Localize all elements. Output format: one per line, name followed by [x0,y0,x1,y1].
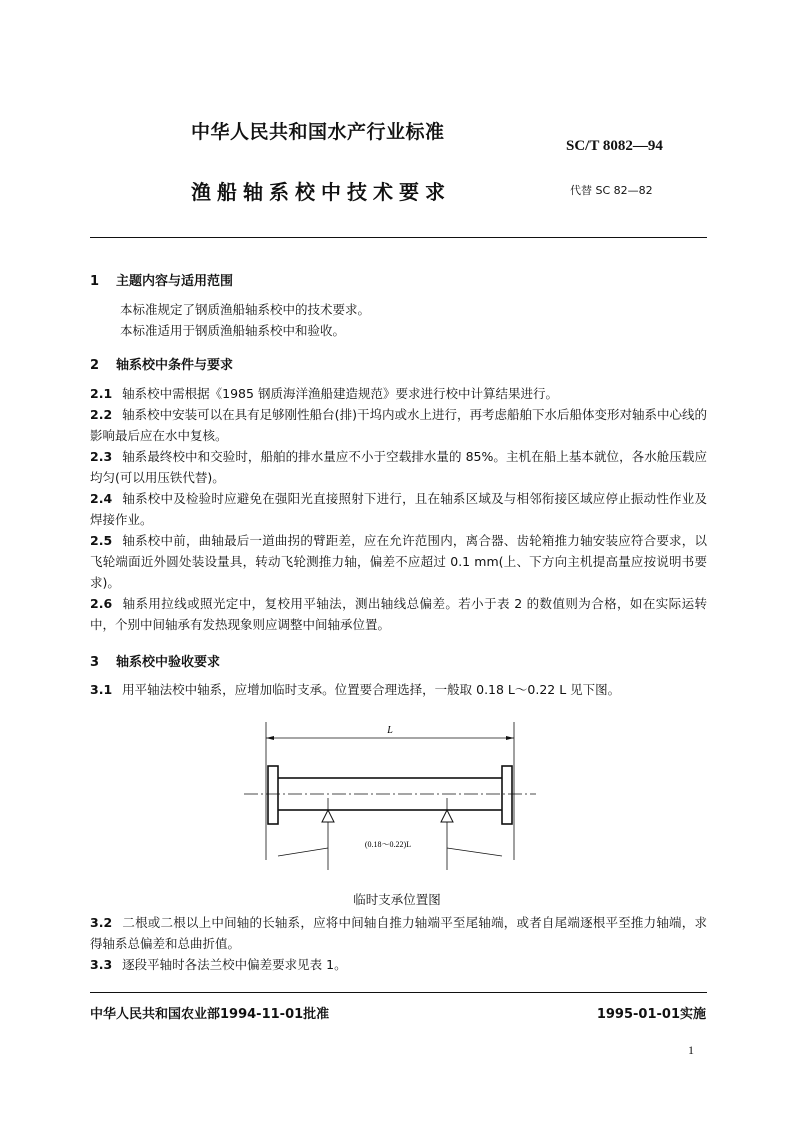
clause-text: 轴系最终校中和交验时，船舶的排水量应不小于空载排水量的 85%。主机在船上基本就位，各水舱压载应均匀(可以用压铁代替)。 [90,449,707,485]
support-dimension-left [278,848,328,856]
clause-2-2 [90,404,707,446]
clause-text: 轴系校中前，曲轴最后一道曲拐的臂距差，应在允许范围内，离合器、齿轮箱推力轴安装应符合要求，以飞轮端面近外圆处装设量具，转动飞轮测推力轴，偏差不应超过 0.1 mm(上、下方向主机提高量应按说明书要求)。 [90,533,707,590]
standard-number: SC/T 8082—94 [566,138,663,154]
clause-3-2 [90,912,707,954]
temporary-support-right [441,810,453,822]
clause-number: 2.4 [90,491,113,506]
clause-number: 3.1 [90,682,113,697]
clause-2-6 [90,593,707,635]
footer-rule [90,992,707,993]
paragraph: 本标准规定了钢质渔船轴系校中的技术要求。 [120,302,371,317]
clause-text: 二根或二根以上中间轴的长轴系，应将中间轴自推力轴端平至尾轴端，或者自尾端逐根平至推力轴端，求得轴系总偏差和总曲折值。 [90,915,707,951]
length-label: L [387,725,393,736]
clause-text: 逐段平轴时各法兰校中偏差要求见表 1。 [122,957,347,972]
support-range-label: (0.18～0.22)L [364,840,412,849]
clause-number: 3.2 [90,915,113,930]
section-2-heading [90,354,233,373]
replaces-note: 代替 SC 82—82 [570,184,653,197]
clause-number: 2.3 [90,449,113,464]
standard-category-title: 中华人民共和国水产行业标准 [191,121,445,143]
clause-2-1 [90,383,707,404]
document-title: 渔船轴系校中技术要求 [191,180,451,204]
clause-text: 轴系校中需根据《1985 钢质海洋渔船建造规范》要求进行校中计算结果进行。 [122,386,558,401]
header-rule [90,237,707,238]
approval-note: 中华人民共和国农业部1994-11-01批准 [90,1007,330,1022]
clause-2-4 [90,488,707,530]
temporary-support-left [322,810,334,822]
clause-2-5 [90,530,707,593]
flange-right [502,766,512,824]
section-1-heading [90,270,233,289]
effective-date: 1995-01-01实施 [596,1007,706,1022]
clause-number: 2.1 [90,386,113,401]
arrowhead-left [266,736,274,740]
clause-number: 3.3 [90,957,113,972]
section-number: 1 [90,274,100,289]
clause-text: 用平轴法校中轴系，应增加临时支承。位置要合理选择，一般取 0.18 L～0.22 L 见下图。 [122,682,621,697]
paragraph: 本标准适用于钢质渔船轴系校中和验收。 [120,323,346,338]
clause-text: 轴系校中及检验时应避免在强阳光直接照射下进行，且在轴系区域及与相邻衔接区域应停止振动性作业及焊接作业。 [90,491,707,527]
page-number: 1 [688,1043,694,1057]
clause-number: 2.2 [90,407,113,422]
clause-number: 2.5 [90,533,113,548]
clause-text: 轴系校中安装可以在具有足够刚性船台(排)干坞内或水上进行，再考虑船舶下水后船体变形对轴系中心线的影响最后应在水中复核。 [90,407,707,443]
figure-caption: 临时支承位置图 [353,892,441,907]
clause-2-3 [90,446,707,488]
clause-number: 2.6 [90,596,113,611]
section-title: 轴系校中验收要求 [116,655,221,670]
section-number: 2 [90,358,100,373]
section-number: 3 [90,655,100,670]
support-position-figure [240,720,540,880]
clause-3-3 [90,954,707,975]
arrowhead-right [506,736,514,740]
support-dimension-right [447,848,502,856]
section-title: 轴系校中条件与要求 [116,358,234,373]
section-title: 主题内容与适用范围 [116,274,234,289]
section-3-heading [90,651,220,670]
clause-text: 轴系用拉线或照光定中，复校用平轴法，测出轴线总偏差。若小于表 2 的数值则为合格，如在实际运转中，个别中间轴承有发热现象则应调整中间轴承位置。 [90,596,707,632]
clause-3-1 [90,679,707,700]
flange-left [268,766,278,824]
